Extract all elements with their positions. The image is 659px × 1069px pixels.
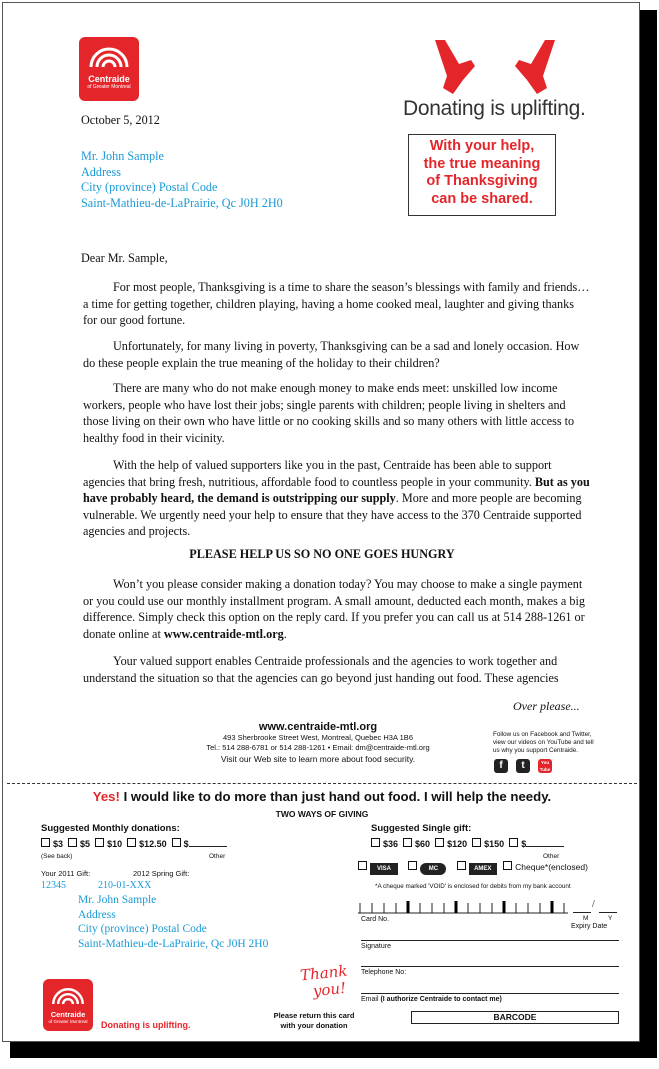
section-heading: PLEASE HELP US SO NO ONE GOES HUNGRY bbox=[189, 547, 455, 561]
card-number-field[interactable] bbox=[358, 901, 568, 913]
perforation-line bbox=[7, 783, 637, 784]
expiry-field[interactable] bbox=[573, 901, 617, 913]
footer-contact bbox=[168, 721, 468, 766]
paragraph-5-end: . bbox=[283, 626, 287, 641]
footer-address: 493 Sherbrooke Street West, Montreal, Quebec H3A 1B6 bbox=[223, 733, 413, 742]
monthly-option[interactable] bbox=[41, 839, 63, 849]
gift-2011-value: 12345 bbox=[41, 880, 66, 891]
option-label: $3 bbox=[53, 839, 64, 849]
bottom-slogan: Donating is uplifting. bbox=[101, 1020, 191, 1030]
option-label: $120 bbox=[447, 839, 468, 849]
expiry-year-label: Y bbox=[608, 915, 613, 922]
email-line[interactable] bbox=[361, 993, 619, 994]
thank-you-handwritten bbox=[299, 963, 350, 1002]
recipient-line: Saint-Mathieu-de-LaPrairie, Qc J0H 2H0 bbox=[81, 195, 283, 210]
checkbox[interactable] bbox=[172, 838, 181, 847]
over-please: Over please... bbox=[513, 699, 580, 713]
logo-name: Centraide bbox=[50, 1010, 86, 1019]
email-note: (I authorize Centraide to contact me) bbox=[378, 996, 502, 1003]
donation-url[interactable]: www.centraide-mtl.org bbox=[163, 626, 284, 641]
logo-name: Centraide bbox=[88, 74, 130, 84]
reply-address-line: Address bbox=[78, 908, 116, 921]
recipient-line: Address bbox=[81, 164, 121, 179]
letter-date: October 5, 2012 bbox=[81, 113, 160, 127]
return-note-line: Please return this card bbox=[273, 1011, 355, 1020]
payment-options bbox=[358, 861, 588, 875]
highlight-line: With your help, bbox=[429, 138, 535, 154]
paragraph-4-text: With the help of valued supporters like you in the past, Centraide has been able to support agencies that bring fresh, nutritious, affordable food to countless people in your community. bbox=[83, 458, 552, 489]
centraide-logo bbox=[79, 37, 139, 101]
checkbox[interactable] bbox=[503, 861, 512, 870]
checkbox[interactable] bbox=[68, 838, 77, 847]
expiry-month-label: M bbox=[583, 915, 589, 922]
checkbox[interactable] bbox=[509, 838, 518, 847]
void-note: *A cheque marked 'VOID' is enclosed for debits from my bank account bbox=[375, 883, 571, 890]
raised-hands-icon bbox=[431, 36, 559, 96]
telephone-line[interactable] bbox=[361, 966, 619, 967]
monthly-option[interactable] bbox=[68, 839, 90, 849]
checkbox[interactable] bbox=[403, 838, 412, 847]
option-label: $36 bbox=[383, 839, 399, 849]
paragraph-5-text: Won’t you please consider making a donation today? You may choose to make a single payment or you could use our monthly installment program. A small amount, deducted each month, makes a big difference. Simply check this option on the reply card. If you prefer you can call us at 514 288-1261 or donate online at bbox=[83, 577, 585, 641]
social-text bbox=[493, 731, 594, 755]
gift-2012-value: 210-01-XXX bbox=[98, 880, 152, 891]
reply-headline bbox=[3, 789, 641, 804]
highlight-line: of Thanksgiving bbox=[426, 173, 538, 189]
option-label: $150 bbox=[484, 839, 505, 849]
reply-headline-text: I would like to do more than just hand out food. I will help the needy. bbox=[119, 789, 552, 804]
checkbox[interactable] bbox=[41, 838, 50, 847]
expiry-slash: / bbox=[592, 899, 595, 910]
signature-line[interactable] bbox=[361, 940, 619, 941]
card-number-boxes bbox=[358, 901, 568, 914]
gift-2012-label: 2012 Spring Gift: bbox=[133, 869, 190, 878]
paragraph-5 bbox=[83, 576, 591, 642]
recipient-line: Mr. John Sample bbox=[81, 149, 164, 163]
email-label bbox=[361, 996, 502, 1003]
recipient-address bbox=[81, 149, 283, 211]
checkbox[interactable] bbox=[95, 838, 104, 847]
monthly-option-other[interactable] bbox=[172, 839, 227, 849]
checkbox[interactable] bbox=[358, 861, 367, 870]
paragraph-4-text-end: . More and more people are becoming vulnerable. We urgently need your help to ensure that they have access to the 370 Centraide supported agencies and projects. bbox=[83, 491, 582, 539]
checkbox[interactable] bbox=[408, 861, 417, 870]
option-label: $10 bbox=[107, 839, 123, 849]
highlight-line: can be shared. bbox=[431, 190, 533, 207]
gift-2011-label: Your 2011 Gift: bbox=[41, 869, 91, 878]
logo-sub: of Greater Montreal bbox=[48, 1019, 88, 1024]
header-slogan: Donating is uplifting. bbox=[403, 97, 586, 120]
thank-line: Thank bbox=[299, 961, 349, 985]
visa-card-icon: VISA bbox=[370, 863, 398, 875]
recipient-line: City (province) Postal Code bbox=[81, 180, 218, 194]
checkbox[interactable] bbox=[127, 838, 136, 847]
letter-page bbox=[2, 2, 640, 1042]
reply-address-line: Saint-Mathieu-de-LaPrairie, Qc J0H 2H0 bbox=[78, 937, 269, 950]
single-option[interactable] bbox=[371, 839, 398, 849]
single-options bbox=[371, 838, 564, 849]
paragraph-4 bbox=[83, 457, 591, 540]
option-label: $60 bbox=[415, 839, 431, 849]
logo-sub: of Greater Montreal bbox=[87, 84, 131, 90]
youtube-icon[interactable]: You Tube bbox=[539, 760, 551, 772]
checkbox[interactable] bbox=[371, 838, 380, 847]
paragraph-3: There are many who do not make enough money to make ends meet: unskilled low income workers, people who have lost their jobs; single parents with children; people living in shelters and those living on their own who have little or no cooking skills and so many others with little access to healthy food in their vicinity. bbox=[83, 381, 575, 445]
barcode-box: BARCODE bbox=[411, 1011, 619, 1024]
footer-url[interactable]: www.centraide-mtl.org bbox=[258, 721, 378, 733]
footer-visit: Visit our Web site to learn more about food security. bbox=[220, 754, 416, 764]
highlight-box bbox=[408, 134, 556, 216]
telephone-label: Telephone No: bbox=[361, 969, 407, 976]
single-option-other[interactable] bbox=[509, 839, 564, 849]
page-shadow-bottom bbox=[10, 1042, 657, 1058]
checkbox[interactable] bbox=[457, 861, 466, 870]
return-note bbox=[259, 1011, 369, 1031]
reply-address-line: City (province) Postal Code bbox=[78, 923, 207, 935]
single-option[interactable] bbox=[472, 839, 504, 849]
reply-yes: Yes! bbox=[92, 789, 120, 804]
monthly-option[interactable] bbox=[95, 839, 122, 849]
monthly-options bbox=[41, 838, 227, 849]
single-title: Suggested Single gift: bbox=[371, 823, 472, 834]
social-line: us why you support Centraide. bbox=[493, 747, 579, 754]
social-line: view our videos on YouTube and tell bbox=[493, 739, 594, 746]
monthly-title: Suggested Monthly donations: bbox=[41, 823, 180, 834]
checkbox[interactable] bbox=[472, 838, 481, 847]
card-number-label: Card No. bbox=[361, 916, 390, 923]
email-label-text: Email bbox=[361, 996, 379, 1003]
option-label: $12.50 bbox=[139, 839, 167, 849]
social-line: Follow us on Facebook and Twitter, bbox=[493, 731, 592, 738]
centraide-logo-bottom bbox=[43, 979, 93, 1031]
cheque-label: Cheque*(enclosed) bbox=[515, 862, 588, 872]
you-line: you! bbox=[312, 978, 347, 1001]
option-label: $5 bbox=[80, 839, 91, 849]
single-other-label: Other bbox=[543, 853, 560, 860]
option-label: $ bbox=[183, 839, 189, 849]
option-label: $ bbox=[521, 839, 527, 849]
return-note-line: with your donation bbox=[280, 1021, 348, 1030]
checkbox[interactable] bbox=[435, 838, 444, 847]
monthly-option[interactable] bbox=[127, 839, 167, 849]
expiry-year-line bbox=[599, 912, 617, 913]
mastercard-icon: MC bbox=[420, 863, 446, 875]
facebook-icon[interactable]: f bbox=[494, 759, 508, 773]
salutation: Dear Mr. Sample, bbox=[81, 251, 168, 265]
signature-label: Signature bbox=[361, 943, 391, 950]
reply-address-line: Mr. John Sample bbox=[78, 894, 157, 906]
footer-phone-email: Tel.: 514 288-6781 or 514 288-1261 • Email: dm@centraide-mtl.org bbox=[206, 743, 430, 752]
logo-hands-icon bbox=[50, 984, 86, 1006]
highlight-line: the true meaning bbox=[423, 155, 541, 172]
paragraph-6: Your valued support enables Centraide professionals and the agencies to work together and understand the situation so that the agencies can go beyond just handing out food. These agencies bbox=[83, 654, 559, 685]
paragraph-4-bold: But as you have probably heard, the demand is outstripping our supply bbox=[83, 474, 590, 506]
page-shadow-right bbox=[640, 10, 657, 1056]
logo-hands-icon bbox=[87, 43, 131, 69]
two-ways-heading: TWO WAYS OF GIVING bbox=[275, 809, 369, 819]
paragraph-2: Unfortunately, for many living in poverty, Thanksgiving can be a sad and lonely occasion. How do these people explain the true meaning of the holiday to their children? bbox=[83, 339, 580, 370]
expiry-month-line bbox=[573, 912, 591, 913]
monthly-other-label: Other bbox=[209, 853, 226, 860]
expiry-label: Expiry Date bbox=[571, 923, 608, 930]
paragraph-1: For most people, Thanksgiving is a time to share the season’s blessings with family and friends… a time for getting together, children playing, having a home cooked meal, laughter and giving thanks for our good fortune. bbox=[83, 280, 590, 328]
see-back: (See back) bbox=[41, 853, 73, 860]
single-option[interactable] bbox=[403, 839, 430, 849]
twitter-icon[interactable]: t bbox=[516, 759, 530, 773]
amex-card-icon: AMEX bbox=[469, 863, 497, 875]
reply-address bbox=[78, 893, 268, 951]
single-option[interactable] bbox=[435, 839, 467, 849]
